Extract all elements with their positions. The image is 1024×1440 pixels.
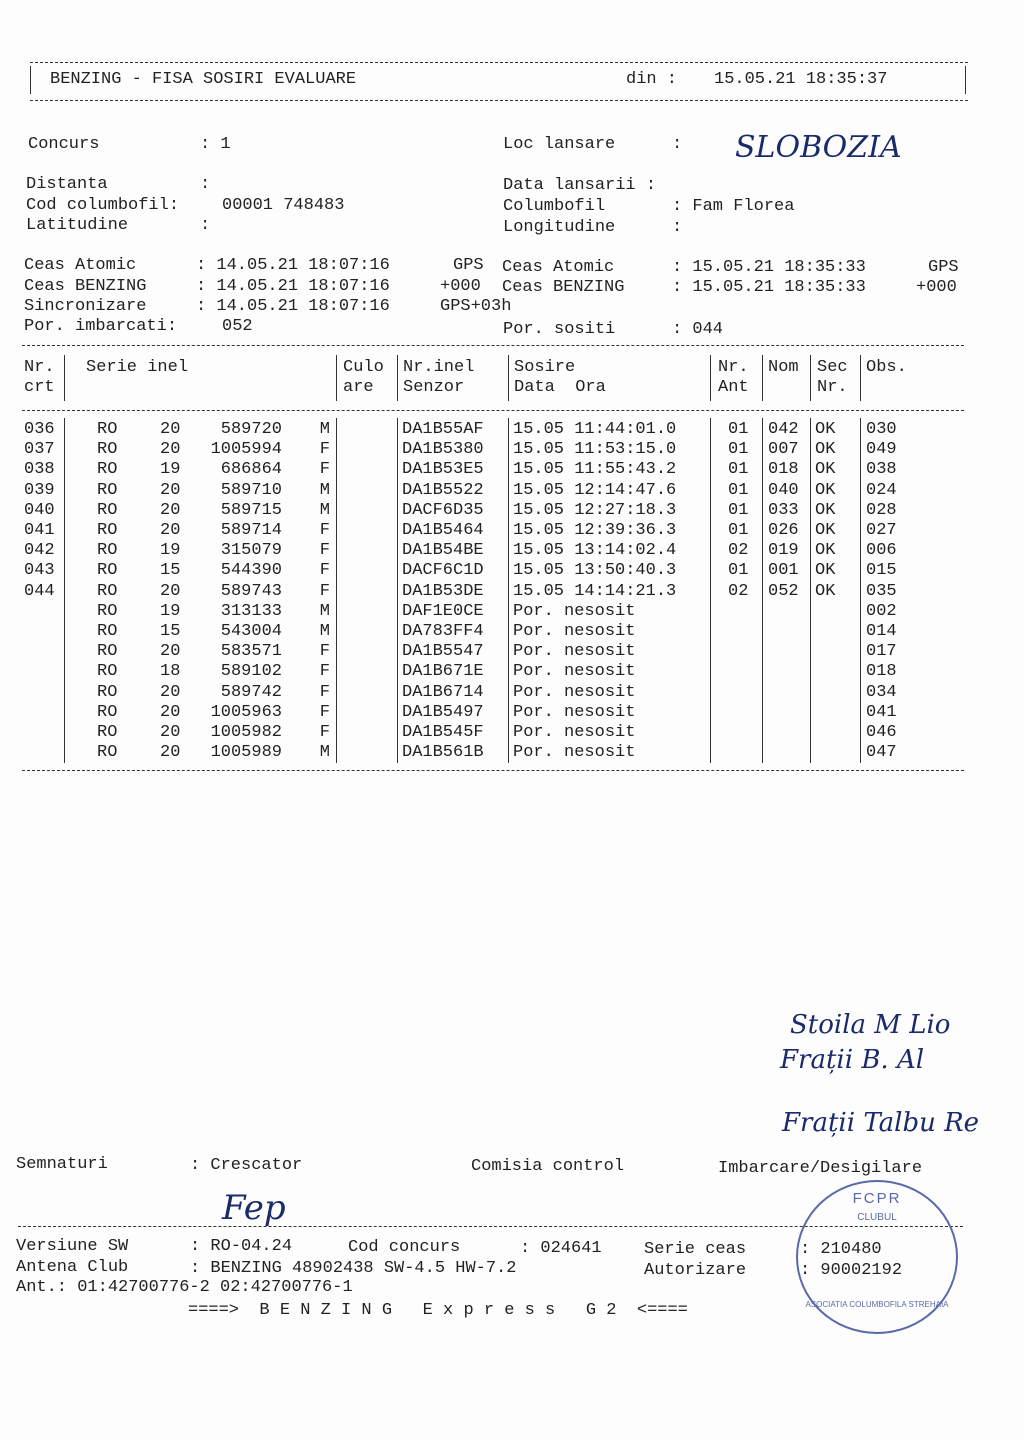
divider <box>965 66 966 94</box>
cell-sex: F <box>319 561 330 581</box>
cell-country: RO <box>97 743 118 763</box>
cell-nom: 019 <box>768 541 799 561</box>
column-divider <box>762 355 763 401</box>
cell-sensor: DA783FF4 <box>402 622 484 641</box>
loc-lansare-label: Loc lansare <box>503 135 616 154</box>
clock-value: : 14.05.21 18:07:16 <box>196 277 390 296</box>
cell-nom: 040 <box>768 480 799 500</box>
versiune-value: : RO-04.24 <box>190 1237 293 1256</box>
cell-obs: 038 <box>866 460 897 480</box>
cell-arrival: 15.05 11:44:01.0 <box>513 420 677 439</box>
cell-sex: F <box>319 521 330 540</box>
column-header-nr: Nr. crt <box>24 358 55 397</box>
cell-ring: 543004 <box>220 622 282 641</box>
table-row <box>0 561 1024 581</box>
cell-ring: 589710 <box>220 480 282 500</box>
cell-sex: M <box>319 420 330 439</box>
clock-suffix: +000 <box>440 277 481 296</box>
serie-ceas-value: : 210480 <box>800 1240 882 1259</box>
cell-year: 19 <box>160 541 181 561</box>
cell-year: 20 <box>160 500 181 520</box>
cell-arrival: 15.05 12:27:18.3 <box>513 500 677 520</box>
cell-country: RO <box>97 420 118 439</box>
cell-year: 20 <box>160 642 181 662</box>
cell-sex: M <box>319 500 330 520</box>
data-lansarii-label: Data lansarii : <box>503 176 657 195</box>
benzing-brand-line: ====> B E N Z I N G E x p r e s s G 2 <==== <box>188 1301 688 1320</box>
cell-arrival: 15.05 13:14:02.4 <box>513 541 677 561</box>
cod-columbofil-value: 00001 748483 <box>222 196 345 215</box>
cell-obs: 046 <box>866 723 897 742</box>
table-row <box>0 481 1024 501</box>
clock-value: : 15.05.21 18:35:33 <box>672 278 866 297</box>
cell-ring: 544390 <box>220 561 282 581</box>
handwritten-signature: Stoila M Lio <box>790 1010 951 1040</box>
clock-label: Ceas Atomic <box>24 256 137 275</box>
column-divider <box>64 355 65 401</box>
cell-country: RO <box>97 480 118 500</box>
cell-ring: 589102 <box>220 662 282 682</box>
clock-suffix: GPS+03h <box>440 297 512 316</box>
cell-arrival: Por. nesosit <box>513 743 636 763</box>
longitudine-label: Longitudine <box>503 218 616 237</box>
latitudine-label: Latitudine <box>26 216 129 235</box>
cell-ant: 01 <box>728 561 749 581</box>
table-row <box>0 723 1024 743</box>
cell-arrival: Por. nesosit <box>513 702 636 722</box>
cell-arrival: 15.05 11:53:15.0 <box>513 440 677 460</box>
cell-obs: 002 <box>866 601 897 621</box>
cell-sex: F <box>319 440 330 460</box>
clock-label: Ceas BENZING <box>24 277 147 296</box>
cell-year: 20 <box>160 743 181 763</box>
cell-year: 20 <box>160 480 181 500</box>
cell-arrival: Por. nesosit <box>513 723 636 742</box>
cell-sensor: DA1B53DE <box>402 581 484 601</box>
cell-sec: OK <box>815 460 836 480</box>
cod-concurs-value: : 024641 <box>520 1239 602 1258</box>
cell-sec: OK <box>815 521 836 540</box>
handwritten-signature: Frații B. Al <box>780 1045 925 1075</box>
column-divider <box>710 355 711 401</box>
cell-country: RO <box>97 541 118 561</box>
table-row <box>0 501 1024 521</box>
cell-country: RO <box>97 662 118 682</box>
cell-obs: 024 <box>866 480 897 500</box>
column-header-obs: Obs. <box>866 358 907 377</box>
cell-ring: 1005982 <box>210 723 282 742</box>
cell-country: RO <box>97 500 118 520</box>
cell-country: RO <box>97 581 118 601</box>
semnaturi-label: Semnaturi <box>16 1155 108 1174</box>
cell-year: 20 <box>160 420 181 439</box>
cell-country: RO <box>97 521 118 540</box>
longitudine-value: : <box>672 218 683 237</box>
cell-nom: 007 <box>768 440 799 460</box>
cell-ant: 02 <box>728 581 749 601</box>
cell-year: 20 <box>160 581 181 601</box>
cod-columbofil-label: Cod columbofil: <box>26 196 180 215</box>
divider <box>30 66 31 94</box>
concurs-label: Concurs <box>28 135 100 154</box>
cell-sec: OK <box>815 480 836 500</box>
cell-country: RO <box>97 460 118 480</box>
cell-sec: OK <box>815 420 836 439</box>
cell-sensor: DA1B6714 <box>402 682 484 702</box>
cell-nom: 018 <box>768 460 799 480</box>
column-divider <box>508 355 509 401</box>
handwritten-signature: Frații Talbu Re <box>782 1108 980 1138</box>
cell-ant: 01 <box>728 420 749 439</box>
cell-country: RO <box>97 622 118 641</box>
cell-year: 20 <box>160 440 181 460</box>
cell-nr: 043 <box>24 561 55 581</box>
table-row <box>0 602 1024 622</box>
table-row <box>0 662 1024 682</box>
cell-obs: 034 <box>866 682 897 702</box>
cell-nom: 026 <box>768 521 799 540</box>
cell-year: 18 <box>160 662 181 682</box>
cell-country: RO <box>97 440 118 460</box>
document-title: BENZING - FISA SOSIRI EVALUARE <box>50 70 357 89</box>
cell-arrival: 15.05 13:50:40.3 <box>513 561 677 581</box>
antena-label: Antena Club <box>16 1258 129 1277</box>
cell-sensor: DA1B545F <box>402 723 484 742</box>
cell-sensor: DA1B54BE <box>402 541 484 561</box>
imbarcare-label: Imbarcare/Desigilare <box>718 1159 923 1178</box>
cell-year: 15 <box>160 561 181 581</box>
table-row <box>0 460 1024 480</box>
crescator-signature: Fep <box>222 1188 286 1228</box>
clock-label: Por. imbarcati: <box>24 317 178 336</box>
cell-country: RO <box>97 642 118 662</box>
cell-ring: 686864 <box>220 460 282 480</box>
cell-ring: 589720 <box>220 420 282 439</box>
stamp-center-text: CLUBUL <box>857 1212 897 1223</box>
cell-ring: 315079 <box>220 541 282 561</box>
table-row <box>0 683 1024 703</box>
cell-sensor: DA1B55AF <box>402 420 484 439</box>
table-row <box>0 541 1024 561</box>
cell-sex: F <box>319 662 330 682</box>
cell-ring: 589743 <box>220 581 282 601</box>
cell-arrival: 15.05 11:55:43.2 <box>513 460 677 480</box>
table-row <box>0 743 1024 763</box>
divider <box>30 62 968 63</box>
cell-obs: 049 <box>866 440 897 460</box>
cell-arrival: Por. nesosit <box>513 601 636 621</box>
column-header-sosire: Sosire Data Ora <box>514 358 606 397</box>
antenna-ids: Ant.: 01:42700776-2 02:42700776-1 <box>16 1278 353 1297</box>
clock-value: : 14.05.21 18:07:16 <box>196 256 390 275</box>
cell-ring: 1005963 <box>210 702 282 722</box>
column-divider <box>860 355 861 401</box>
cell-ant: 01 <box>728 480 749 500</box>
autorizare-label: Autorizare <box>644 1261 747 1280</box>
antena-value: : BENZING 48902438 SW-4.5 HW-7.2 <box>190 1259 517 1278</box>
cell-obs: 015 <box>866 561 897 581</box>
cell-ant: 01 <box>728 460 749 480</box>
distanta-label: Distanta <box>26 175 108 194</box>
cell-country: RO <box>97 682 118 702</box>
cell-year: 19 <box>160 601 181 621</box>
table-row <box>0 521 1024 541</box>
stamp-ring-text: ASOCIATIA COLUMBOFILA STREHAIA <box>805 1300 949 1309</box>
autorizare-value: : 90002192 <box>800 1261 903 1280</box>
cell-nr: 039 <box>24 480 55 500</box>
cell-sex: F <box>319 541 330 561</box>
columbofil-label: Columbofil <box>503 197 606 216</box>
cell-nr: 041 <box>24 521 55 540</box>
column-header-nom: Nom <box>768 358 799 377</box>
cell-nom: 042 <box>768 420 799 439</box>
column-divider <box>336 355 337 401</box>
clock-value: : 15.05.21 18:35:33 <box>672 258 866 277</box>
cell-year: 20 <box>160 521 181 540</box>
clock-label: Ceas BENZING <box>502 278 625 297</box>
cell-year: 15 <box>160 622 181 641</box>
column-header-ant: Nr. Ant <box>718 358 749 397</box>
column-header-culoare: Culo are <box>343 358 384 397</box>
clock-suffix: GPS <box>928 258 959 277</box>
club-stamp <box>796 1180 958 1334</box>
cell-sensor: DACF6C1D <box>402 561 484 581</box>
cell-nom: 001 <box>768 561 799 581</box>
cell-sensor: DA1B671E <box>402 662 484 682</box>
cell-arrival: Por. nesosit <box>513 642 636 662</box>
column-header-sec: Sec Nr. <box>817 358 848 397</box>
cell-sec: OK <box>815 440 836 460</box>
clock-value: : 14.05.21 18:07:16 <box>196 297 390 316</box>
cell-year: 20 <box>160 702 181 722</box>
cell-sec: OK <box>815 581 836 601</box>
loc-lansare-handwritten: SLOBOZIA <box>735 130 902 165</box>
divider <box>30 100 968 101</box>
cell-sex: F <box>319 460 330 480</box>
cell-obs: 006 <box>866 541 897 561</box>
cell-obs: 027 <box>866 521 897 540</box>
cell-nr: 040 <box>24 500 55 520</box>
clock-label: Ceas Atomic <box>502 258 615 277</box>
cell-country: RO <box>97 601 118 621</box>
cell-arrival: Por. nesosit <box>513 622 636 641</box>
columbofil-value: : Fam Florea <box>672 197 795 216</box>
cell-year: 20 <box>160 682 181 702</box>
crescator-label: : Crescator <box>190 1156 303 1175</box>
cell-sensor: DA1B5497 <box>402 702 484 722</box>
cod-concurs-label: Cod concurs <box>348 1238 461 1257</box>
cell-obs: 018 <box>866 662 897 682</box>
cell-ring: 1005994 <box>210 440 282 460</box>
table-row <box>0 420 1024 440</box>
cell-country: RO <box>97 702 118 722</box>
cell-ring: 589715 <box>220 500 282 520</box>
cell-country: RO <box>97 723 118 742</box>
clock-value: 052 <box>222 317 253 336</box>
cell-sensor: DA1B5380 <box>402 440 484 460</box>
cell-nr: 044 <box>24 581 55 601</box>
comisia-label: Comisia control <box>471 1157 625 1176</box>
column-divider <box>397 355 398 401</box>
cell-sensor: DA1B561B <box>402 743 484 763</box>
cell-sensor: DA1B5547 <box>402 642 484 662</box>
cell-obs: 028 <box>866 500 897 520</box>
cell-sensor: DAF1E0CE <box>402 601 484 621</box>
cell-obs: 041 <box>866 702 897 722</box>
cell-ring: 589714 <box>220 521 282 540</box>
latitudine-value: : <box>200 216 211 235</box>
clock-suffix: +000 <box>916 278 957 297</box>
cell-sensor: DA1B5522 <box>402 480 484 500</box>
cell-ring: 589742 <box>220 682 282 702</box>
clock-label: Por. sositi <box>503 320 616 339</box>
cell-nr: 038 <box>24 460 55 480</box>
cell-obs: 014 <box>866 622 897 641</box>
cell-obs: 030 <box>866 420 897 439</box>
cell-nom: 033 <box>768 500 799 520</box>
cell-sec: OK <box>815 500 836 520</box>
cell-ant: 01 <box>728 500 749 520</box>
cell-sex: F <box>319 642 330 662</box>
cell-country: RO <box>97 561 118 581</box>
cell-year: 19 <box>160 460 181 480</box>
table-divider <box>22 410 964 411</box>
cell-sex: M <box>319 480 330 500</box>
cell-arrival: Por. nesosit <box>513 682 636 702</box>
cell-nr: 042 <box>24 541 55 561</box>
cell-sex: M <box>319 601 330 621</box>
cell-obs: 047 <box>866 743 897 763</box>
table-row <box>0 642 1024 662</box>
clock-suffix: GPS <box>453 256 484 275</box>
cell-arrival: Por. nesosit <box>513 662 636 682</box>
cell-sensor: DA1B53E5 <box>402 460 484 480</box>
cell-sex: F <box>319 682 330 702</box>
column-header-senzor: Nr.inel Senzor <box>403 358 475 397</box>
column-divider <box>810 355 811 401</box>
table-divider <box>22 345 964 346</box>
cell-sensor: DA1B5464 <box>402 521 484 540</box>
cell-obs: 017 <box>866 642 897 662</box>
cell-ring: 583571 <box>220 642 282 662</box>
cell-ring: 1005989 <box>210 743 282 763</box>
table-row <box>0 582 1024 602</box>
versiune-label: Versiune SW <box>16 1237 129 1256</box>
cell-obs: 035 <box>866 581 897 601</box>
cell-ant: 01 <box>728 440 749 460</box>
cell-sex: M <box>319 622 330 641</box>
cell-ant: 01 <box>728 521 749 540</box>
cell-nr: 037 <box>24 440 55 460</box>
cell-ring: 313133 <box>220 601 282 621</box>
serie-ceas-label: Serie ceas <box>644 1240 747 1259</box>
cell-sec: OK <box>815 561 836 581</box>
cell-nr: 036 <box>24 420 55 439</box>
cell-arrival: 15.05 12:14:47.6 <box>513 480 677 500</box>
concurs-value: : 1 <box>200 135 231 154</box>
table-row <box>0 440 1024 460</box>
table-divider <box>22 770 964 771</box>
print-date: 15.05.21 18:35:37 <box>714 70 888 89</box>
table-row <box>0 703 1024 723</box>
stamp-top-text: FCPR <box>852 1190 902 1207</box>
cell-arrival: 15.05 14:14:21.3 <box>513 581 677 601</box>
cell-sec: OK <box>815 541 836 561</box>
cell-sensor: DACF6D35 <box>402 500 484 520</box>
cell-year: 20 <box>160 723 181 742</box>
distanta-value: : <box>200 175 211 194</box>
cell-nom: 052 <box>768 581 799 601</box>
column-header-serie: Serie inel <box>86 358 189 377</box>
cell-arrival: 15.05 12:39:36.3 <box>513 521 677 540</box>
cell-sex: M <box>319 743 330 763</box>
clock-label: Sincronizare <box>24 297 147 316</box>
date-label: din : <box>626 70 678 89</box>
cell-sex: F <box>319 702 330 722</box>
evaluation-sheet: BENZING - FISA SOSIRI EVALUARE din : 15.05.21 18:35:37 Concurs : 1 Loc lansare : SLOBOZIA Distanta : Data lansarii : Cod columbofil: 00001 748483 Columbofil : Fam Florea Latitudine : Longitudine : Stoila M Lio Frații B. Al Frații Talbu Re Semnaturi : Crescator Comisia control Imbarcare/Desigilare Fep Versiune SW : RO-04.24 Cod concurs : 024641 Serie ceas : 210480 Antena Club : BENZING 48902438 SW-4.5 HW-7.2 Autorizare : 90002192 Ant.: 01:42700776-2 02:42700776-1 ====> B E N Z I N G E x p r e s s G 2 <==== FCPR CLUBUL ASOCIATIA COLUMBOFILA STREHAIA Ceas Atomic : 14.05.21 18:07:16 GPS Ceas BENZING : 14.05.21 18:07:16 +000 Sincronizare : 14.05.21 18:07:16 GPS+03h Por. imbarcati: 052 Ceas Atomic : 15.05.21 18:35:33 GPS Ceas BENZING : 15.05.21 18:35:33 +000 Por. sositi : 044 Nr. crt Serie inel Culo are Nr.inel Senzor Sosire Data Ora Nr. Ant Nom Sec Nr. Obs. 036 RO 20 589720 M DA1B55AF 15.05 11:44:01.0 01 042 OK 030 037 RO 20 1005994 F DA1B5380 15.05 11:53:15.0 01 007 OK 049 038 RO 19 686864 F DA1B53E5 15.05 11:55:43.2 01 018 OK 038 039 RO 20 589710 M DA1B5522 15.05 12:14:47.6 01 040 OK 024 040 RO 20 589715 M DACF6D35 15.05 12:27:18.3 01 033 OK 028 041 RO 20 589714 F DA1B5464 15.05 12:39:36.3 01 026 OK 027 042 RO 19 315079 F DA1B54BE 15.05 13:14:02.4 02 019 OK 006 043 RO 15 544390 F DACF6C1D 15.05 13:50:40.3 01 001 OK 015 044 RO 20 589743 F DA1B53DE 15.05 14:14:21.3 02 052 OK 035 RO 19 313133 M DAF1E0CE Por. nesosit 002 RO 15 543004 M DA783FF4 Por. nesosit 014 RO 20 583571 F DA1B5547 Por. nesosit 017 RO 18 589102 F DA1B671E Por. nesosit 018 RO 20 589742 F DA1B6714 Por. nesosit 034 RO 20 1005963 F DA1B5497 Por. nesosit 041 RO 20 1005982 F DA1B545F Por. nesosit 046 RO 20 1005989 M DA1B561B Por. nesosit 047 <box>0 0 1024 1440</box>
table-row <box>0 622 1024 642</box>
cell-sex: F <box>319 723 330 742</box>
clock-value: : 044 <box>672 320 724 339</box>
cell-ant: 02 <box>728 541 749 561</box>
cell-sex: F <box>319 581 330 601</box>
